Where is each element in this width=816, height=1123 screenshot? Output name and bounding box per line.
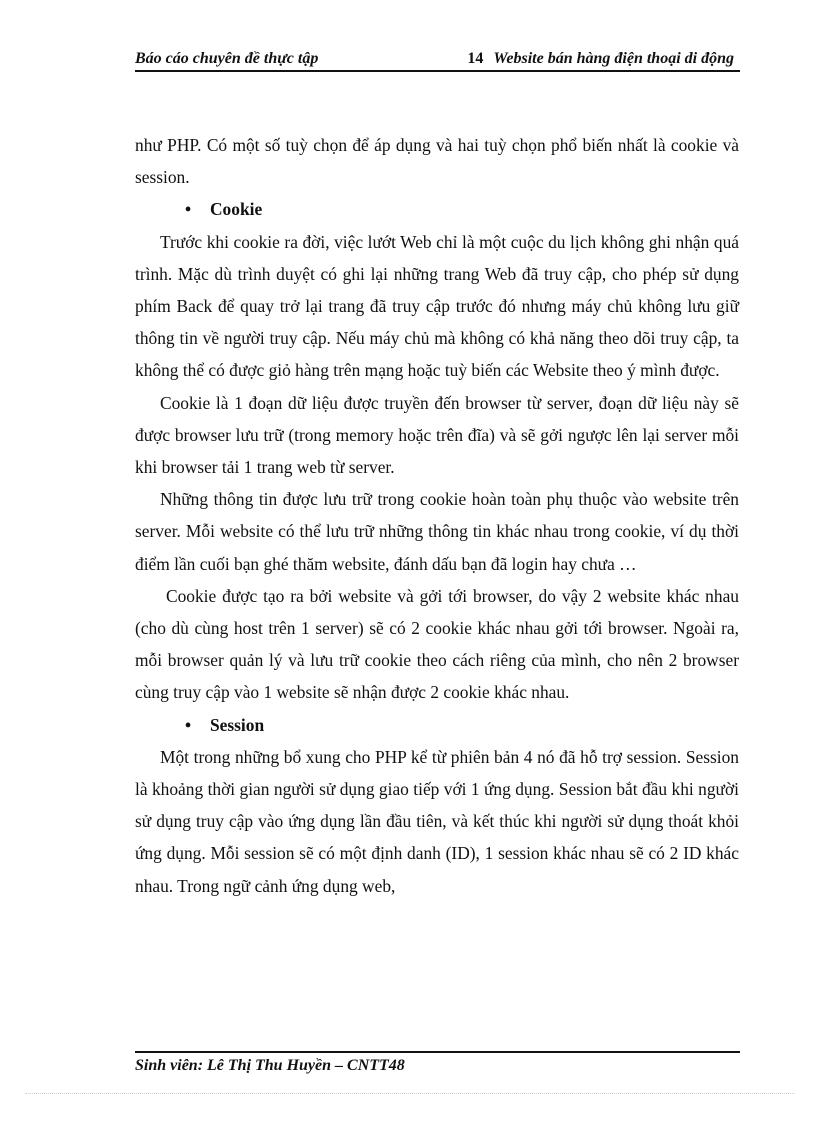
page-edge-divider [25,1093,795,1094]
heading-cookie: Cookie [210,199,263,220]
paragraph-session: Một trong những bổ xung cho PHP kể từ phiên bản 4 nó đã hỗ trợ session. Session là khoảng thời gian người sử dụng giao tiếp với 1 ứng dụng. Session bắt đầu khi người sử dụng truy cập vào ứng dụng lần đầu tiên, và kết thúc khi người sử dụng thoát khỏi ứng dụng. Mỗi session sẽ có một định danh (ID), 1 session khác nhau sẽ có 2 ID khác nhau. Trong ngữ cảnh ứng dụng web, [135,746,739,896]
paragraph-cookie-definition: Cookie là 1 đoạn dữ liệu được truyền đến browser từ server, đoạn dữ liệu này sẽ được browser lưu trữ (trong memory hoặc trên đĩa) và sẽ gởi ngược lên lại server mỗi khi browser tải 1 trang web từ server. [135,392,739,478]
page-footer [135,1051,740,1075]
header-right [467,50,734,68]
report-title: Báo cáo chuyên đề thực tập [135,50,319,67]
paragraph-cookie-content: Những thông tin được lưu trữ trong cookie hoàn toàn phụ thuộc vào website trên server. Mỗi website có thể lưu trữ những thông tin khác nhau trong cookie, ví dụ thời điểm lần cuối bạn ghé thăm website, đánh dấu bạn đã login hay chưa … [135,489,739,574]
paragraph-cookie-creation: Cookie được tạo ra bởi website và gởi tới browser, do vậy 2 website khác nhau (cho dù cùng host trên 1 server) sẽ có 2 cookie khác nhau gởi tới browser. Ngoài ra, mỗi browser quản lý và lưu trữ cookie theo cách riêng của mình, cho nên 2 browser cùng truy cập vào 1 website sẽ nhận được 2 cookie khác nhau. [135,585,739,703]
paragraph-intro: như PHP. Có một số tuỳ chọn để áp dụng và hai tuỳ chọn phổ biến nhất là cookie và session. [135,135,739,188]
page-number: 14 [467,50,484,67]
bullet-icon: • [185,199,192,220]
bullet-heading-cookie [135,193,739,225]
page-header [135,48,740,72]
paragraph-cookie-history: Trước khi cookie ra đời, việc lướt Web chỉ là một cuộc du lịch không ghi nhận quá trình. Mặc dù trình duyệt có ghi lại những trang Web đã truy cập, cho phép sử dụng phím Back để quay trở lại trang đã truy cập trước đó nhưng máy chủ không lưu giữ thông tin về người truy cập. Nếu máy chủ mà không có khả năng theo dõi truy cập, ta không thể có được giỏ hàng trên mạng hoặc tuỳ biến các Website theo ý mình được. [135,231,739,381]
bullet-heading-session [135,709,739,741]
student-name: Sinh viên: Lê Thị Thu Huyền – CNTT48 [135,1057,405,1074]
bullet-icon: • [185,714,192,735]
project-title: Website bán hàng điện thoại di động [493,50,734,67]
heading-session: Session [210,714,265,735]
page-body [135,129,739,902]
